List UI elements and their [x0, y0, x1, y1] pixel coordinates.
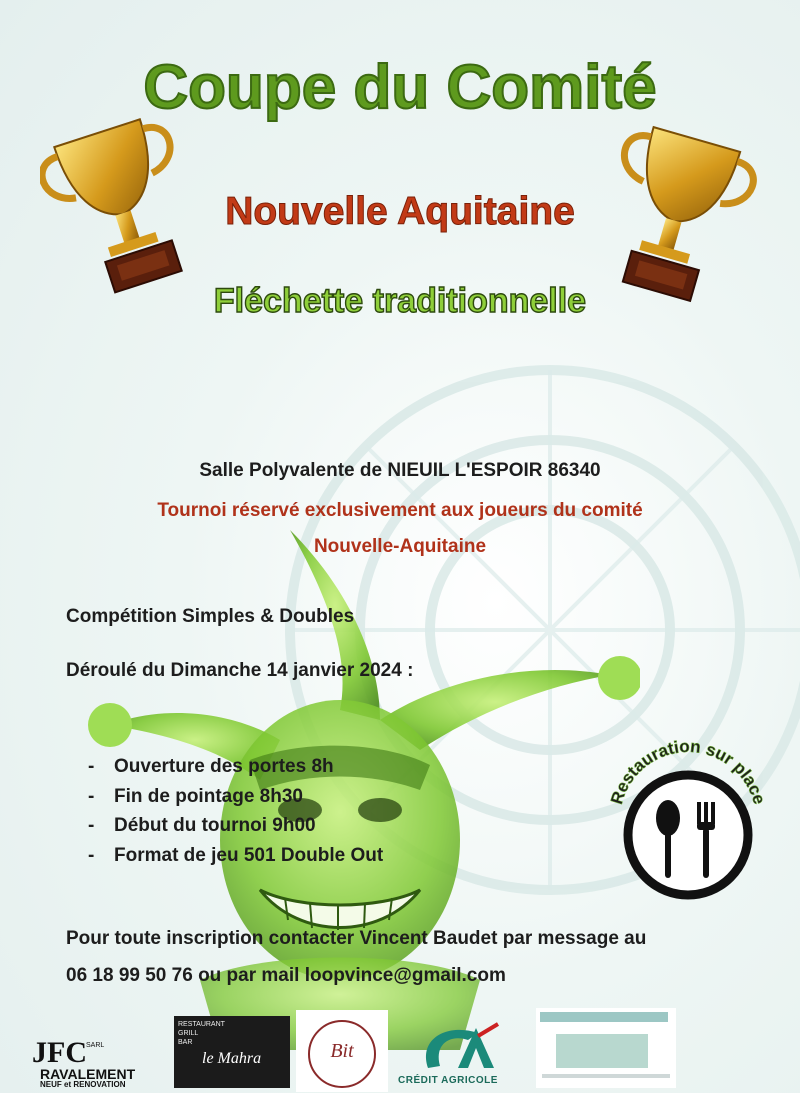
date-line: Déroulé du Dimanche 14 janvier 2024 : [66, 660, 414, 681]
sponsor-logo-partner [536, 1008, 676, 1088]
region-line: Nouvelle-Aquitaine [313, 536, 487, 557]
sponsor-logo-bar: Bit [296, 1010, 388, 1092]
competition-line: Compétition Simples & Doubles [66, 606, 355, 627]
sponsor-logo-jfc: JFC SARL RAVALEMENT NEUF et RENOVATION [32, 1036, 136, 1089]
schedule-item: - Fin de pointage 8h30 [88, 786, 303, 807]
schedule-item: - Ouverture des portes 8h [88, 756, 334, 777]
restauration-badge [598, 710, 778, 900]
schedule-item: - Format de jeu 501 Double Out [88, 845, 384, 866]
sponsor-logo-credit-agricole: CRÉDIT AGRICOLE [398, 1018, 508, 1093]
contact-phone-email: 06 18 99 50 76 ou par mail loopvince@gmail.com [66, 965, 506, 986]
credit-agricole-icon [398, 1018, 508, 1076]
badge-text: Restauration sur place [607, 736, 769, 807]
region-subtitle: Nouvelle Aquitaine [225, 190, 575, 233]
contact-line: Pour toute inscription contacter Vincent Baudet par message au [66, 928, 647, 949]
discipline-subtitle: Fléchette traditionnelle [213, 282, 587, 320]
schedule-item: - Début du tournoi 9h00 [88, 815, 316, 836]
venue-line: Salle Polyvalente de NIEUIL L'ESPOIR 86340 [199, 460, 601, 481]
page-title: Coupe du Comité [143, 53, 657, 122]
restriction-line: Tournoi réservé exclusivement aux joueurs du comité [157, 500, 643, 521]
sponsor-logo-restaurant: RESTAURANT GRILL BAR le Mahra [174, 1016, 290, 1088]
